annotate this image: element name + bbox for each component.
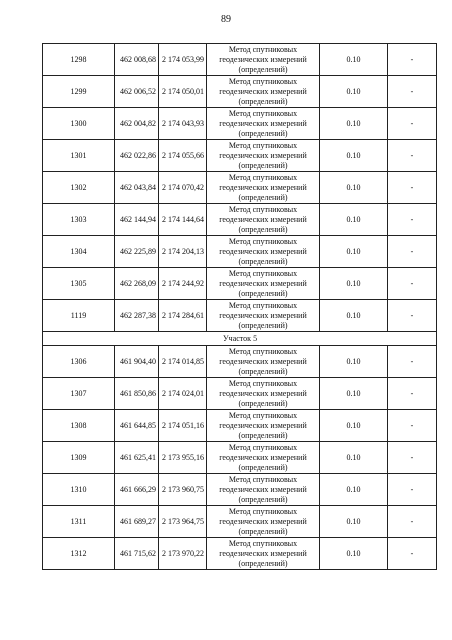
- method-cell: [207, 44, 320, 76]
- note-cell: -: [388, 108, 437, 140]
- x-coordinate-cell: 462 008,68: [115, 44, 159, 76]
- method-line: Метод спутниковых: [228, 538, 298, 548]
- table-row: [43, 204, 437, 236]
- table-row: [43, 474, 437, 506]
- method-line: (определений): [238, 366, 288, 376]
- x-coordinate-cell: 461 689,27: [115, 506, 159, 538]
- method-line: геодезических измерений: [219, 86, 307, 96]
- method-line: (определений): [238, 64, 288, 74]
- x-coordinate-cell: 461 850,86: [115, 378, 159, 410]
- accuracy-cell: 0.10: [320, 268, 388, 300]
- x-coordinate-cell: 462 022,86: [115, 140, 159, 172]
- point-number-cell: 1311: [43, 506, 115, 538]
- accuracy-cell: 0.10: [320, 140, 388, 172]
- y-coordinate-cell: 2 174 055,66: [159, 140, 207, 172]
- y-coordinate-cell: 2 174 070,42: [159, 172, 207, 204]
- point-number-cell: 1309: [43, 442, 115, 474]
- page-number: 89: [221, 14, 231, 25]
- table-row: [43, 410, 437, 442]
- note-cell: -: [388, 204, 437, 236]
- method-line: Метод спутниковых: [228, 300, 298, 310]
- method-line: геодезических измерений: [219, 118, 307, 128]
- method-line: Метод спутниковых: [228, 108, 298, 118]
- table-row: [43, 236, 437, 268]
- method-line: геодезических измерений: [219, 356, 307, 366]
- y-coordinate-cell: 2 174 053,99: [159, 44, 207, 76]
- y-coordinate-cell: 2 173 955,16: [159, 442, 207, 474]
- y-coordinate-cell: 2 174 051,16: [159, 410, 207, 442]
- point-number-cell: 1303: [43, 204, 115, 236]
- method-cell: [207, 76, 320, 108]
- coordinates-table: [42, 43, 437, 570]
- point-number-cell: 1312: [43, 538, 115, 570]
- method-cell: [207, 268, 320, 300]
- x-coordinate-cell: 462 144,94: [115, 204, 159, 236]
- y-coordinate-cell: 2 174 144,64: [159, 204, 207, 236]
- method-line: геодезических измерений: [219, 278, 307, 288]
- note-cell: -: [388, 268, 437, 300]
- method-line: Метод спутниковых: [228, 236, 298, 246]
- method-line: геодезических измерений: [219, 388, 307, 398]
- y-coordinate-cell: 2 174 014,85: [159, 346, 207, 378]
- method-line: Метод спутниковых: [228, 44, 298, 54]
- method-line: (определений): [238, 320, 288, 330]
- method-line: геодезических измерений: [219, 182, 307, 192]
- x-coordinate-cell: 461 715,62: [115, 538, 159, 570]
- accuracy-cell: 0.10: [320, 410, 388, 442]
- section-row: [43, 332, 437, 346]
- method-line: (определений): [238, 526, 288, 536]
- method-cell: [207, 442, 320, 474]
- method-line: геодезических измерений: [219, 516, 307, 526]
- x-coordinate-cell: 462 043,84: [115, 172, 159, 204]
- method-line: геодезических измерений: [219, 452, 307, 462]
- accuracy-cell: 0.10: [320, 538, 388, 570]
- accuracy-cell: 0.10: [320, 300, 388, 332]
- x-coordinate-cell: 462 004,82: [115, 108, 159, 140]
- point-number-cell: 1300: [43, 108, 115, 140]
- point-number-cell: 1301: [43, 140, 115, 172]
- x-coordinate-cell: 461 644,85: [115, 410, 159, 442]
- method-line: геодезических измерений: [219, 484, 307, 494]
- method-cell: [207, 172, 320, 204]
- section-title: Участок 5: [43, 332, 437, 346]
- method-cell: [207, 346, 320, 378]
- table-row: [43, 268, 437, 300]
- method-line: Метод спутниковых: [228, 268, 298, 278]
- point-number-cell: 1302: [43, 172, 115, 204]
- method-cell: [207, 140, 320, 172]
- method-cell: [207, 300, 320, 332]
- method-line: геодезических измерений: [219, 150, 307, 160]
- method-line: геодезических измерений: [219, 310, 307, 320]
- accuracy-cell: 0.10: [320, 172, 388, 204]
- method-cell: [207, 538, 320, 570]
- note-cell: -: [388, 140, 437, 172]
- table-row: [43, 108, 437, 140]
- method-line: геодезических измерений: [219, 246, 307, 256]
- accuracy-cell: 0.10: [320, 76, 388, 108]
- method-line: (определений): [238, 398, 288, 408]
- point-number-cell: 1298: [43, 44, 115, 76]
- method-line: Метод спутниковых: [228, 474, 298, 484]
- method-cell: [207, 410, 320, 442]
- point-number-cell: 1119: [43, 300, 115, 332]
- point-number-cell: 1305: [43, 268, 115, 300]
- table-row: [43, 538, 437, 570]
- method-line: Метод спутниковых: [228, 410, 298, 420]
- method-line: (определений): [238, 192, 288, 202]
- method-line: (определений): [238, 430, 288, 440]
- accuracy-cell: 0.10: [320, 204, 388, 236]
- note-cell: -: [388, 300, 437, 332]
- y-coordinate-cell: 2 174 024,01: [159, 378, 207, 410]
- method-line: (определений): [238, 128, 288, 138]
- method-line: Метод спутниковых: [228, 442, 298, 452]
- y-coordinate-cell: 2 174 284,61: [159, 300, 207, 332]
- method-line: Метод спутниковых: [228, 346, 298, 356]
- point-number-cell: 1310: [43, 474, 115, 506]
- method-line: Метод спутниковых: [228, 172, 298, 182]
- table-row: [43, 44, 437, 76]
- note-cell: -: [388, 76, 437, 108]
- x-coordinate-cell: 462 268,09: [115, 268, 159, 300]
- method-line: (определений): [238, 160, 288, 170]
- accuracy-cell: 0.10: [320, 378, 388, 410]
- note-cell: -: [388, 538, 437, 570]
- point-number-cell: 1299: [43, 76, 115, 108]
- table-row: [43, 378, 437, 410]
- method-line: (определений): [238, 558, 288, 568]
- y-coordinate-cell: 2 174 043,93: [159, 108, 207, 140]
- table-row: [43, 140, 437, 172]
- y-coordinate-cell: 2 173 970,22: [159, 538, 207, 570]
- note-cell: -: [388, 474, 437, 506]
- method-line: геодезических измерений: [219, 214, 307, 224]
- point-number-cell: 1306: [43, 346, 115, 378]
- accuracy-cell: 0.10: [320, 108, 388, 140]
- method-line: геодезических измерений: [219, 420, 307, 430]
- x-coordinate-cell: 461 625,41: [115, 442, 159, 474]
- table-row: [43, 346, 437, 378]
- point-number-cell: 1308: [43, 410, 115, 442]
- x-coordinate-cell: 462 287,38: [115, 300, 159, 332]
- note-cell: -: [388, 506, 437, 538]
- point-number-cell: 1307: [43, 378, 115, 410]
- note-cell: -: [388, 44, 437, 76]
- note-cell: -: [388, 172, 437, 204]
- note-cell: -: [388, 442, 437, 474]
- method-line: геодезических измерений: [219, 548, 307, 558]
- method-cell: [207, 204, 320, 236]
- table-row: [43, 76, 437, 108]
- method-line: геодезических измерений: [219, 54, 307, 64]
- table-row: [43, 442, 437, 474]
- accuracy-cell: 0.10: [320, 44, 388, 76]
- x-coordinate-cell: 462 225,89: [115, 236, 159, 268]
- accuracy-cell: 0.10: [320, 236, 388, 268]
- y-coordinate-cell: 2 173 960,75: [159, 474, 207, 506]
- method-cell: [207, 108, 320, 140]
- method-line: Метод спутниковых: [228, 140, 298, 150]
- accuracy-cell: 0.10: [320, 346, 388, 378]
- x-coordinate-cell: 461 666,29: [115, 474, 159, 506]
- note-cell: -: [388, 236, 437, 268]
- point-number-cell: 1304: [43, 236, 115, 268]
- accuracy-cell: 0.10: [320, 442, 388, 474]
- table-row: [43, 300, 437, 332]
- method-line: (определений): [238, 494, 288, 504]
- coordinates-table-body: [43, 44, 437, 570]
- accuracy-cell: 0.10: [320, 506, 388, 538]
- method-line: (определений): [238, 288, 288, 298]
- method-line: (определений): [238, 256, 288, 266]
- method-cell: [207, 236, 320, 268]
- method-cell: [207, 378, 320, 410]
- table-row: [43, 506, 437, 538]
- method-line: (определений): [238, 224, 288, 234]
- y-coordinate-cell: 2 174 050,01: [159, 76, 207, 108]
- table-row: [43, 172, 437, 204]
- accuracy-cell: 0.10: [320, 474, 388, 506]
- method-cell: [207, 474, 320, 506]
- x-coordinate-cell: 462 006,52: [115, 76, 159, 108]
- method-line: Метод спутниковых: [228, 76, 298, 86]
- y-coordinate-cell: 2 174 244,92: [159, 268, 207, 300]
- note-cell: -: [388, 346, 437, 378]
- method-line: Метод спутниковых: [228, 506, 298, 516]
- y-coordinate-cell: 2 174 204,13: [159, 236, 207, 268]
- method-line: Метод спутниковых: [228, 378, 298, 388]
- method-line: (определений): [238, 462, 288, 472]
- note-cell: -: [388, 378, 437, 410]
- method-cell: [207, 506, 320, 538]
- note-cell: -: [388, 410, 437, 442]
- x-coordinate-cell: 461 904,40: [115, 346, 159, 378]
- y-coordinate-cell: 2 173 964,75: [159, 506, 207, 538]
- method-line: (определений): [238, 96, 288, 106]
- method-line: Метод спутниковых: [228, 204, 298, 214]
